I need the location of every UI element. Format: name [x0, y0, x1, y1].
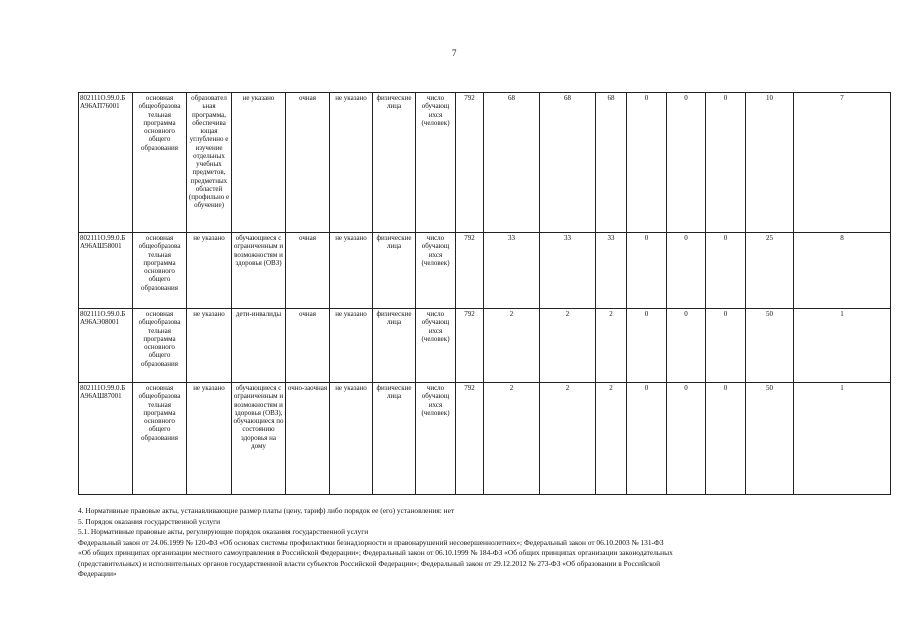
persons-cell: физические лица — [373, 309, 416, 383]
value-cell: 0 — [706, 383, 746, 495]
page-number: 7 — [452, 48, 457, 58]
excess-cell: 7 — [794, 93, 891, 233]
program-cell: основная общеобразова тельная программа основного общего образования — [133, 93, 187, 233]
footer-line: Федерации» — [78, 569, 117, 579]
code-cell: 802111О.99.0.Б А96АЭ08001 — [79, 309, 133, 383]
form-cell: очная — [286, 93, 330, 233]
value-cell: 2 — [596, 309, 627, 383]
direction-cell: не указано — [187, 309, 232, 383]
direction-cell: не указано — [187, 383, 232, 495]
value-cell: 68 — [596, 93, 627, 233]
value-cell: 0 — [667, 233, 706, 309]
category-cell: обучающиеся с ограниченным и возможностям и здоровья (ОВЗ), обучающиеся по состоянию здоровья на дому — [232, 383, 286, 495]
program-cell: основная общеобразова тельная программа основного общего образования — [133, 233, 187, 309]
value-cell: 68 — [484, 93, 540, 233]
persons-cell: физические лица — [373, 383, 416, 495]
deviation-cell: 10 — [746, 93, 794, 233]
excess-cell: 1 — [794, 383, 891, 495]
value-cell: 68 — [540, 93, 596, 233]
term-cell: не указано — [330, 309, 373, 383]
value-cell: 0 — [706, 233, 746, 309]
deviation-cell: 50 — [746, 309, 794, 383]
value-cell: 0 — [627, 309, 667, 383]
deviation-cell: 50 — [746, 383, 794, 495]
okei-cell: 792 — [456, 309, 484, 383]
value-cell: 33 — [540, 233, 596, 309]
value-cell: 0 — [627, 383, 667, 495]
excess-cell: 1 — [794, 309, 891, 383]
deviation-cell: 25 — [746, 233, 794, 309]
value-cell: 0 — [667, 93, 706, 233]
term-cell: не указано — [330, 233, 373, 309]
value-cell: 0 — [627, 233, 667, 309]
code-cell: 802111О.99.0.Б А96АП76001 — [79, 93, 133, 233]
program-cell: основная общеобразова тельная программа основного общего образования — [133, 309, 187, 383]
okei-cell: 792 — [456, 93, 484, 233]
category-cell: обучающиеся с ограниченным и возможностям и здоровья (ОВЗ) — [232, 233, 286, 309]
term-cell: не указано — [330, 383, 373, 495]
persons-cell: физические лица — [373, 233, 416, 309]
value-cell: 33 — [596, 233, 627, 309]
indicator-cell: число обучающ ихся (человек) — [416, 93, 456, 233]
footer-line: 5. Порядок оказания государственной услуги — [78, 516, 221, 526]
footer-line: 5.1. Нормативные правовые акты, регулирующие порядок оказания государственной услуги — [78, 527, 369, 537]
value-cell: 2 — [540, 309, 596, 383]
direction-cell: не указано — [187, 233, 232, 309]
value-cell: 2 — [484, 309, 540, 383]
value-cell: 0 — [706, 93, 746, 233]
value-cell: 33 — [484, 233, 540, 309]
program-cell: основная общеобразова тельная программа основного общего образования — [133, 383, 187, 495]
value-cell: 2 — [540, 383, 596, 495]
value-cell: 0 — [627, 93, 667, 233]
category-cell: дети-инвалиды — [232, 309, 286, 383]
form-cell: очная — [286, 309, 330, 383]
value-cell: 0 — [667, 383, 706, 495]
category-cell: не указано — [232, 93, 286, 233]
footer-line: (представительных) и исполнительных органов государственной власти субъектов Российской Федерации»; Федеральный закон от 29.12.2012 № 273-ФЗ «Об образовании в Российской — [78, 558, 661, 568]
indicator-cell: число обучающ ихся (человек) — [416, 383, 456, 495]
excess-cell: 8 — [794, 233, 891, 309]
indicator-cell: число обучающ ихся (человек) — [416, 233, 456, 309]
value-cell: 0 — [667, 309, 706, 383]
value-cell: 0 — [706, 309, 746, 383]
persons-cell: физические лица — [373, 93, 416, 233]
value-cell: 2 — [596, 383, 627, 495]
value-cell: 2 — [484, 383, 540, 495]
table-row — [79, 383, 891, 495]
okei-cell: 792 — [456, 383, 484, 495]
footer-line: «Об общих принципах организации местного самоуправления в Российской Федерации»; Федеральный закон от 06.10.1999 № 184-ФЗ «Об общих принципах организации законодательных — [78, 548, 673, 558]
table-row — [79, 309, 891, 383]
code-cell: 802111О.99.0.Б А96АШ58001 — [79, 233, 133, 309]
table-row — [79, 233, 891, 309]
okei-cell: 792 — [456, 233, 484, 309]
term-cell: не указано — [330, 93, 373, 233]
indicator-cell: число обучающ ихся (человек) — [416, 309, 456, 383]
footer-line: 4. Нормативные правовые акты, устанавливающие размер платы (цену, тариф) либо порядок ее (его) установления: нет — [78, 506, 455, 515]
form-cell: очная — [286, 233, 330, 309]
table-row — [79, 93, 891, 233]
service-volume-table — [78, 92, 891, 495]
direction-cell: образовател ьная программа, обеспечива ющая углубленно е изучение отдельных учебных предметов, предметных областей (профильно е обучение) — [187, 93, 232, 233]
footer-text — [78, 506, 848, 580]
form-cell: очно-заочная — [286, 383, 330, 495]
footer-line: Федеральный закон от 24.06.1999 № 120-ФЗ «Об основах системы профилактики безнадзорности и правонарушений несовершеннолетних»; Федеральный закон от 06.10.2003 № 131-ФЗ — [78, 537, 664, 547]
code-cell: 802111О.99.0.Б А96АШ87001 — [79, 383, 133, 495]
